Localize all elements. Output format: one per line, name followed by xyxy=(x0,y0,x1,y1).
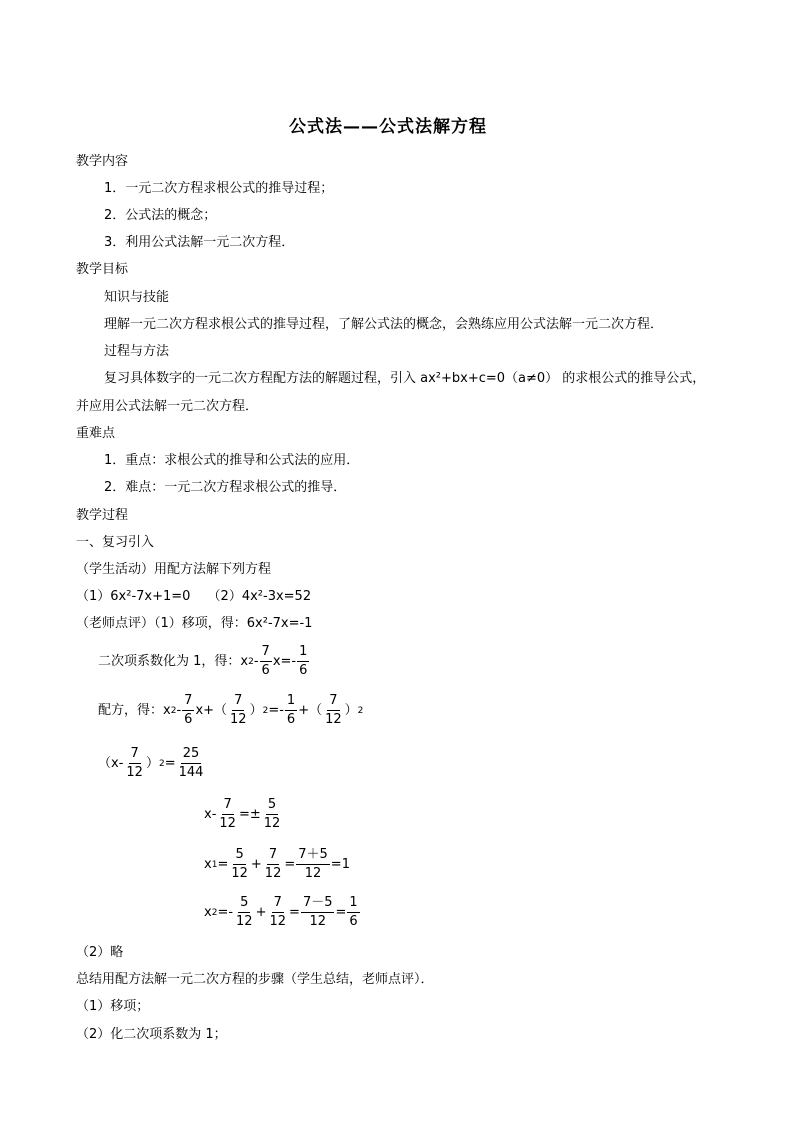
eq-operator: = xyxy=(284,856,296,872)
summary-step-2: （2）化二次项系数为 1； xyxy=(76,1027,227,1042)
fraction: $\frac{7}{12}$ xyxy=(264,847,282,881)
fraction: $\frac{1}{6}$ xyxy=(286,693,296,727)
equation-complete-square-step: 配方，得： x 2 - $\frac{7}{6}$ x+（ $\frac{7}{12}$ ） 2 =- $\frac{1}{6}$ +（ $\frac{7}{12}$ ） 2 xyxy=(98,693,364,727)
eq-term: +（ xyxy=(298,702,323,718)
content-item-3: 3．利用公式法解一元二次方程． xyxy=(104,235,295,250)
eq-variable: x xyxy=(204,904,212,920)
heading-goals: 教学目标 xyxy=(76,262,129,277)
goals-text-process-1: 复习具体数字的一元二次方程配方法的解题过程，引入 ax²+bx+c=0（a≠0） 的求根公式的推导公式， xyxy=(104,371,706,386)
student-activity: （学生活动）用配方法解下列方程 xyxy=(76,562,272,577)
equation-coefficient-step: 二次项系数化为 1，得： x 2 - $\frac{7}{6}$ x=- $\frac{1}{6}$ xyxy=(98,644,308,678)
key-point-1: 1．重点：求根公式的推导和公式法的应用． xyxy=(104,453,360,468)
eq-term: x+（ xyxy=(195,702,228,718)
fraction: $\frac{7}{12}$ xyxy=(269,895,287,929)
eq-term: ） xyxy=(145,755,159,771)
goals-text-process-2: 并应用公式法解一元二次方程． xyxy=(76,399,259,414)
equation-x2: x 2 =- $\frac{5}{12}$ + $\frac{7}{12}$ = $\frac{7-5}{12}$ = $\frac{1}{6}$ xyxy=(204,895,358,929)
eq-term: x xyxy=(163,702,171,718)
eq-operator: + xyxy=(250,856,262,872)
goals-text-knowledge: 理解一元二次方程求根公式的推导过程，了解公式法的概念，会熟练应用公式法解一元二次方程． xyxy=(104,317,664,332)
heading-key-points: 重难点 xyxy=(76,426,116,441)
eq-term: x- xyxy=(204,806,217,822)
eq-variable: x xyxy=(204,856,212,872)
eq-term: ） xyxy=(249,702,263,718)
eq-operator: =± xyxy=(238,806,261,822)
fraction: $\frac{7-5}{12}$ xyxy=(302,895,333,929)
eq-term: （x- xyxy=(98,755,124,771)
equation-square-form: （x- $\frac{7}{12}$ ） 2 = $\frac{25}{144}$ xyxy=(98,746,204,780)
eq-operator: =- xyxy=(268,702,284,718)
heading-content: 教学内容 xyxy=(76,154,129,169)
fraction: $\frac{25}{144}$ xyxy=(178,746,204,780)
fraction: $\frac{7+5}{12}$ xyxy=(298,847,328,881)
fraction: $\frac{7}{6}$ xyxy=(261,644,270,678)
fraction: $\frac{5}{12}$ xyxy=(231,847,248,881)
fraction: $\frac{1}{6}$ xyxy=(299,644,308,678)
eq-operator: = xyxy=(164,755,176,771)
eq-operator: = xyxy=(217,856,229,872)
fraction: $\frac{7}{12}$ xyxy=(219,797,236,831)
summary-step-1: （1）移项； xyxy=(76,999,150,1014)
eq-term: x=- xyxy=(272,653,297,669)
eq-term: ） xyxy=(344,702,358,718)
eq-operator: - xyxy=(176,702,182,718)
page-title: 公式法——公式法解方程 xyxy=(289,117,487,137)
fraction: $\frac{7}{6}$ xyxy=(184,693,193,727)
eq-operator: - xyxy=(253,653,259,669)
fraction: $\frac{7}{12}$ xyxy=(230,693,247,727)
eq-operator: + xyxy=(255,904,267,920)
fraction: $\frac{7}{12}$ xyxy=(126,746,143,780)
eq-result: =1 xyxy=(330,856,350,872)
eq-term: x xyxy=(240,653,249,669)
content-item-1: 1．一元二次方程求根公式的推导过程； xyxy=(104,181,334,196)
goals-subheading-knowledge: 知识与技能 xyxy=(104,290,170,305)
step-label: 配方，得： xyxy=(98,702,164,718)
problem-2-omitted: （2）略 xyxy=(76,945,124,960)
eq-operator: = xyxy=(289,904,300,920)
fraction: $\frac{7}{12}$ xyxy=(325,693,342,727)
step-label: 二次项系数化为 1，得： xyxy=(98,653,241,669)
equation-root-step xyxy=(204,796,283,833)
teacher-comment: （老师点评）（1）移项，得：6x²-7x=-1 xyxy=(76,616,313,631)
eq-operator: = xyxy=(335,904,347,920)
process-subheading-review: 一、复习引入 xyxy=(76,535,155,550)
fraction: $\frac{5}{12}$ xyxy=(263,797,281,831)
fraction: $\frac{5}{12}$ xyxy=(236,895,253,929)
heading-process: 教学过程 xyxy=(76,508,129,523)
content-item-2: 2．公式法的概念； xyxy=(104,208,217,223)
eq-operator: =- xyxy=(217,904,234,920)
key-point-2: 2．难点：一元二次方程求根公式的推导． xyxy=(104,480,347,495)
equation-x1: x 1 = $\frac{5}{12}$ + $\frac{7}{12}$ = $\frac{7+5}{12}$ =1 xyxy=(204,847,350,881)
summary-line: 总结用配方法解一元二次方程的步骤（学生总结，老师点评）． xyxy=(76,972,434,987)
fraction: $\frac{1}{6}$ xyxy=(349,895,358,929)
problems-line: （1）6x²-7x+1=0 （2）4x²-3x=52 xyxy=(76,589,312,604)
goals-subheading-process: 过程与方法 xyxy=(104,344,170,359)
